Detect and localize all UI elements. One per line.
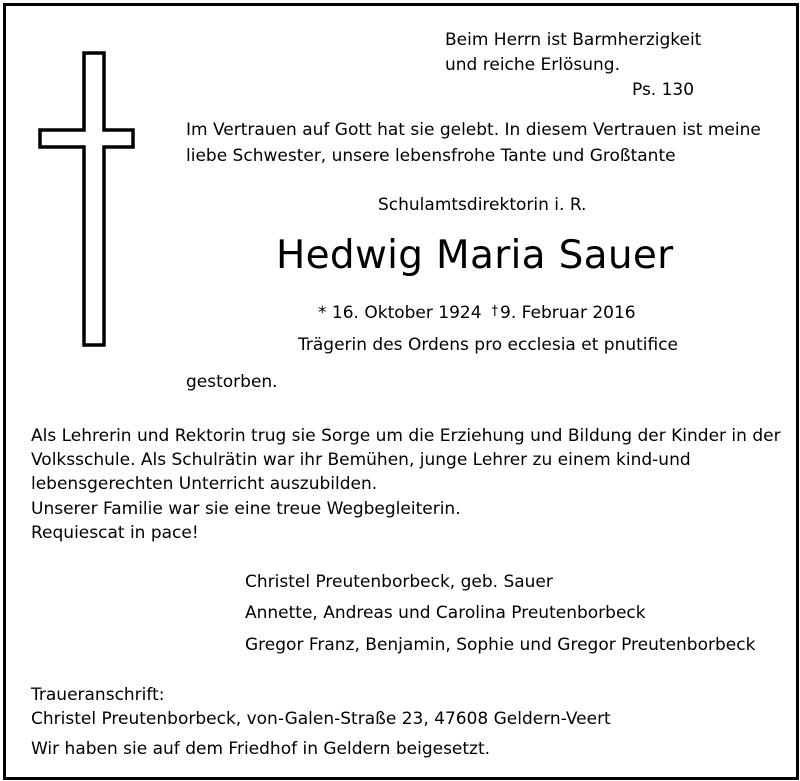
motto-reference: Ps. 130 bbox=[632, 80, 695, 100]
biography-line-5: Requiescat in pace! bbox=[31, 523, 199, 543]
biography-line-3: lebensgerechten Unterricht auszubilden. bbox=[31, 474, 378, 494]
motto-line-1: Beim Herrn ist Barmherzigkeit bbox=[445, 30, 702, 50]
address-line: Christel Preutenborbeck, von-Galen-Straße 23, 47608 Geldern-Veert bbox=[31, 709, 611, 729]
biography-line-1: Als Lehrerin und Rektorin trug sie Sorge um die Erziehung und Bildung der Kinder in der bbox=[31, 426, 781, 446]
died-verb: gestorben. bbox=[186, 372, 278, 392]
mourner-1: Christel Preutenborbeck, geb. Sauer bbox=[245, 572, 553, 592]
intro-line-2: liebe Schwester, unsere lebensfrohe Tante und Großtante bbox=[186, 146, 676, 166]
latin-cross-icon bbox=[36, 50, 136, 350]
intro-line-1: Im Vertrauen auf Gott hat sie gelebt. In diesem Vertrauen ist meine bbox=[186, 120, 761, 140]
biography-line-4: Unserer Familie war sie eine treue Wegbegleiterin. bbox=[31, 499, 461, 519]
death-date: 9. Februar 2016 bbox=[500, 303, 636, 323]
address-label: Traueranschrift: bbox=[31, 685, 165, 705]
mourner-2: Annette, Andreas und Carolina Preutenborbeck bbox=[245, 603, 646, 623]
dagger-icon: † bbox=[491, 304, 499, 319]
life-dates bbox=[318, 299, 636, 326]
profession: Schulamtsdirektorin i. R. bbox=[378, 195, 587, 215]
birth-date: * 16. Oktober 1924 bbox=[318, 303, 482, 323]
biography-line-2: Volksschule. Als Schulrätin war ihr Bemühen, junge Lehrer zu einem kind-und bbox=[31, 450, 691, 470]
burial-line: Wir haben sie auf dem Friedhof in Geldern beigesetzt. bbox=[31, 739, 491, 759]
motto-line-2: und reiche Erlösung. bbox=[445, 55, 620, 75]
mourner-3: Gregor Franz, Benjamin, Sophie und Gregor Preutenborbeck bbox=[245, 635, 756, 655]
deceased-name: Hedwig Maria Sauer bbox=[276, 233, 674, 278]
honor-line: Trägerin des Ordens pro ecclesia et pnutifice bbox=[298, 335, 679, 355]
